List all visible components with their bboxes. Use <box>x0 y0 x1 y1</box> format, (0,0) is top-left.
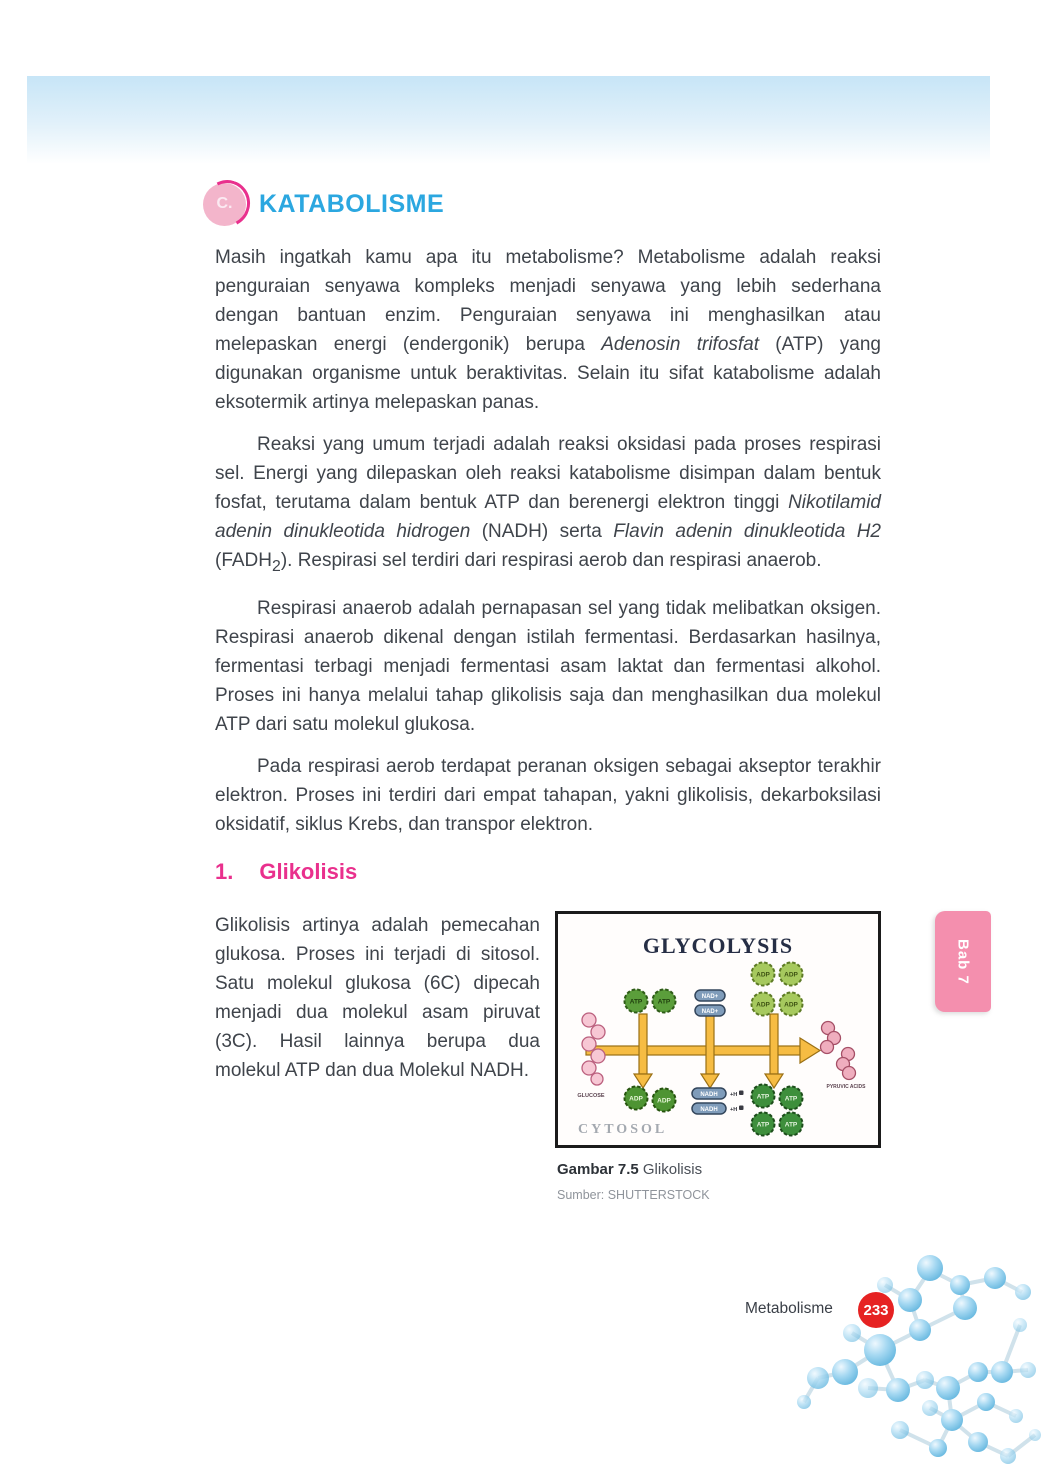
main-arrow <box>586 1038 820 1063</box>
chapter-tab <box>935 911 991 1012</box>
figure-column <box>555 911 881 1202</box>
nad-label: NAD+ <box>701 993 719 1000</box>
adp-label: ADP <box>784 971 798 979</box>
figure-source: Sumber: SHUTTERSTOCK <box>557 1187 710 1202</box>
glikolisis-text-column <box>215 911 540 1202</box>
paragraph-respirasi-anaerob: Respirasi anaerob adalah pernapasan sel yang tidak melibatkan oksigen. Respirasi anaerob dikenal dengan istilah fermentasi. Berdasarkan hasilnya, fermentasi terbagi menjadi fermentasi asam laktat dan fermentasi alkohol. Proses ini hanya melalui tahap glikolisis saja dan menghasilkan dua molekul ATP dari satu molekul glukosa. <box>215 597 881 735</box>
paragraph-glikolisis: Glikolisis artinya adalah pemecahan glukosa. Proses ini terjadi di sitosol. Satu molekul glukosa (6C) dipecah menjadi dua molekul asam piruvat (3C). Hasil lainnya berupa dua molekul ATP dan dua Molekul NADH. <box>215 914 540 1081</box>
section-letter: C. <box>216 195 233 212</box>
nadh-label: NADH <box>700 1091 718 1098</box>
page-number-badge <box>858 1292 894 1328</box>
nad-input-pills <box>695 990 725 1016</box>
nadh-label: NADH <box>700 1106 718 1113</box>
plus-h-superscript <box>739 1105 744 1110</box>
atp-label: ATP <box>657 998 671 1006</box>
nad-label: NAD+ <box>701 1008 719 1015</box>
plus-h-superscript <box>739 1090 744 1095</box>
subsection-heading-glikolisis <box>215 859 881 889</box>
adp-output-molecules <box>625 1086 676 1111</box>
glycolysis-diagram <box>558 916 878 1147</box>
adp-label: ADP <box>629 1095 643 1103</box>
main-content <box>215 181 881 1202</box>
figure-caption <box>557 1161 881 1178</box>
atp-label: ATP <box>629 998 643 1006</box>
page-number: 233 <box>863 1301 889 1319</box>
footer-chapter-label: Metabolisme <box>745 1300 833 1317</box>
glucose-label: GLUCOSE <box>577 1092 605 1099</box>
nadh-output-pills <box>692 1088 744 1114</box>
adp-label: ADP <box>784 1001 798 1009</box>
atp-label: ATP <box>756 1093 770 1101</box>
glycolysis-figure <box>555 911 881 1148</box>
glycolysis-title: GLYCOLYSIS <box>642 932 794 958</box>
subsection-title: Glikolisis <box>259 858 358 884</box>
atp-label: ATP <box>784 1095 798 1103</box>
figure-caption-number: Gambar 7.5 <box>557 1160 639 1178</box>
glikolisis-section <box>215 911 881 1202</box>
atp-label: ATP <box>756 1121 770 1129</box>
paragraph-respirasi-aerob: Pada respirasi aerob terdapat peranan oksigen sebagai akseptor terakhir elektron. Proses ini terdiri dari empat tahapan, yakni glikolisis, dekarboksilasi oksidatif, siklus Krebs, dan transpor elektron. <box>215 755 881 835</box>
section-heading <box>203 181 881 227</box>
pyruvic-label: PYRUVIC ACIDS <box>826 1083 866 1090</box>
page-title: KATABOLISME <box>259 189 445 218</box>
atp-label: ATP <box>784 1121 798 1129</box>
plus-h-label: +H <box>730 1091 738 1098</box>
plus-h-label: +H <box>730 1106 738 1113</box>
paragraph-metabolisme: Masih ingatkah kamu apa itu metabolisme? Metabolisme adalah reaksi penguraian senyawa kompleks menjadi senyawa yang lebih sederhana dengan bantuan enzim. Penguraian senyawa ini menghasilkan atau melepaskan energi (endergonik) berupa Adenosin trifosfat (ATP) yang digunakan organisme untuk beraktivitas. Selain itu sifat katabolisme adalah eksotermik artinya melepaskan panas. <box>215 247 881 413</box>
adp-input-molecules <box>752 962 803 1015</box>
adp-label: ADP <box>756 971 770 979</box>
chapter-tab-label: Bab 7 <box>954 938 972 985</box>
figure-caption-text: Glikolisis <box>642 1160 703 1178</box>
pyruvic-acid-clusters <box>821 1021 856 1079</box>
subsection-number: 1. <box>215 858 234 884</box>
section-letter-badge <box>203 183 246 226</box>
atp-output-molecules <box>752 1084 803 1135</box>
cytosol-label: CYTOSOL <box>578 1121 668 1137</box>
adp-label: ADP <box>657 1097 671 1105</box>
molecule-illustration <box>790 1230 1042 1477</box>
atp-input-molecules <box>625 989 676 1012</box>
header-gradient-band <box>27 76 990 164</box>
paragraph-reaksi-oksidasi: Reaksi yang umum terjadi adalah reaksi oksidasi pada proses respirasi sel. Energi yang dilepaskan oleh reaksi katabolisme disimpan dalam bentuk fosfat, terutama dalam bentuk ATP dan berenergi elektron tinggi Nikotilamid adenin dinukleotida hidrogen (NADH) serta Flavin adenin dinukleotida H2 $(FADH_2)$. Respirasi sel terdiri dari respirasi aerob dan respirasi anaerob. <box>215 434 881 575</box>
adp-label: ADP <box>756 1001 770 1009</box>
